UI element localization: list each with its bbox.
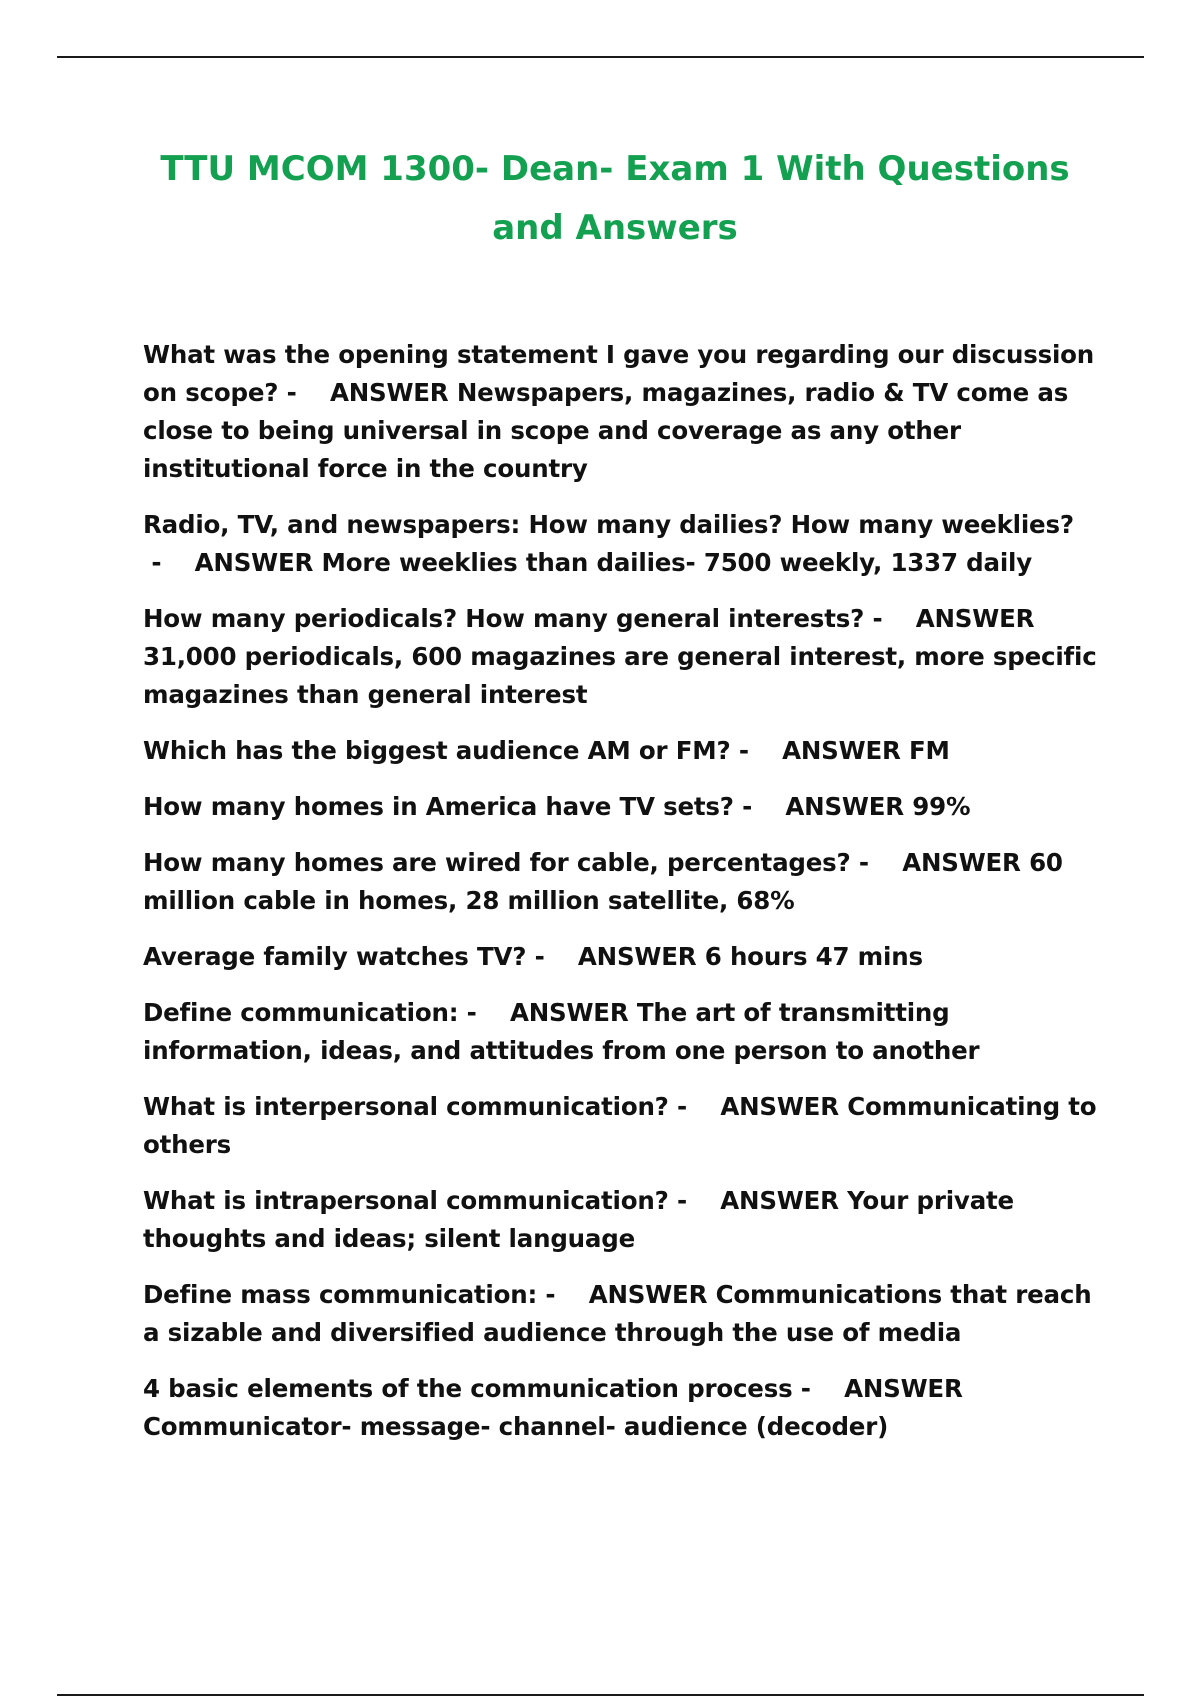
answer-text: Newspapers, magazines, radio & TV come as close to being universal in scope and coverage as any other institutional force in the country <box>143 378 1069 483</box>
question-text: Average family watches TV? <box>143 942 527 971</box>
question-text: Radio, TV, and newspapers: How many dailies? How many weeklies? <box>143 510 1074 539</box>
answer-label: ANSWER <box>509 998 629 1027</box>
qa-item <box>143 506 1103 582</box>
answer-label: ANSWER <box>844 1374 963 1403</box>
qa-item <box>143 1370 1103 1446</box>
answer-text: The art of transmitting information, ideas, and attitudes from one person to another <box>143 998 980 1065</box>
answer-text: 31,000 periodicals, 600 magazines are general interest, more specific magazines than general interest <box>143 642 1097 709</box>
answer-text: More weeklies than dailies- 7500 weekly, 1337 daily <box>321 548 1032 577</box>
qa-item <box>143 732 1103 770</box>
qa-item <box>143 938 1103 976</box>
qa-item <box>143 336 1103 488</box>
answer-text: FM <box>909 736 950 765</box>
separator: - <box>143 548 195 577</box>
qa-item <box>143 844 1103 920</box>
question-text: What is intrapersonal communication? <box>143 1186 669 1215</box>
answer-text: 60 million cable in homes, 28 million satellite, 68% <box>143 848 1063 915</box>
question-text: 4 basic elements of the communication process <box>143 1374 793 1403</box>
separator: - <box>850 848 903 877</box>
question-text: What was the opening statement I gave you regarding our discussion on scope? <box>143 340 1095 407</box>
document-title: TTU MCOM 1300- Dean- Exam 1 With Questions and Answers <box>160 149 1070 248</box>
separator: - <box>458 998 510 1027</box>
separator: - <box>278 378 330 407</box>
qa-item <box>143 1088 1103 1164</box>
separator: - <box>792 1374 845 1403</box>
answer-text: Communications that reach a sizable and diversified audience through the use of media <box>143 1280 1092 1347</box>
question-text: Which has the biggest audience AM or FM? <box>143 736 731 765</box>
answer-label: ANSWER <box>329 378 449 407</box>
question-text: How many homes are wired for cable, percentages? <box>143 848 851 877</box>
answer-label: ANSWER <box>194 548 314 577</box>
qa-item <box>143 1276 1103 1352</box>
qa-item <box>143 1182 1103 1258</box>
separator: - <box>730 736 783 765</box>
qa-list <box>143 336 1103 1464</box>
separator: - <box>864 604 916 633</box>
top-rule <box>57 56 1144 58</box>
answer-label: ANSWER <box>720 1186 839 1215</box>
answer-text: Your private thoughts and ideas; silent language <box>143 1186 1014 1253</box>
question-text: How many periodicals? How many general interests? <box>143 604 865 633</box>
answer-label: ANSWER <box>577 942 697 971</box>
separator: - <box>668 1186 721 1215</box>
answer-label: ANSWER <box>720 1092 839 1121</box>
qa-item <box>143 994 1103 1070</box>
question-text: How many homes in America have TV sets? <box>143 792 734 821</box>
bottom-rule <box>57 1694 1144 1696</box>
answer-label: ANSWER <box>785 792 904 821</box>
separator: - <box>668 1092 721 1121</box>
question-text: Define mass communication: <box>143 1280 538 1309</box>
question-text: Define communication: <box>143 998 459 1027</box>
qa-item <box>143 788 1103 826</box>
answer-text: Communicating to others <box>143 1092 1097 1159</box>
separator: - <box>537 1280 589 1309</box>
answer-text: Communicator- message- channel- audience (decoder) <box>143 1412 889 1441</box>
answer-label: ANSWER <box>782 736 901 765</box>
answer-label: ANSWER <box>588 1280 708 1309</box>
answer-text: 6 hours 47 mins <box>704 942 923 971</box>
separator: - <box>526 942 578 971</box>
answer-text: 99% <box>912 792 971 821</box>
qa-item <box>143 600 1103 714</box>
separator: - <box>733 792 786 821</box>
answer-label: ANSWER <box>902 848 1021 877</box>
answer-label: ANSWER <box>915 604 1035 633</box>
question-text: What is interpersonal communication? <box>143 1092 669 1121</box>
